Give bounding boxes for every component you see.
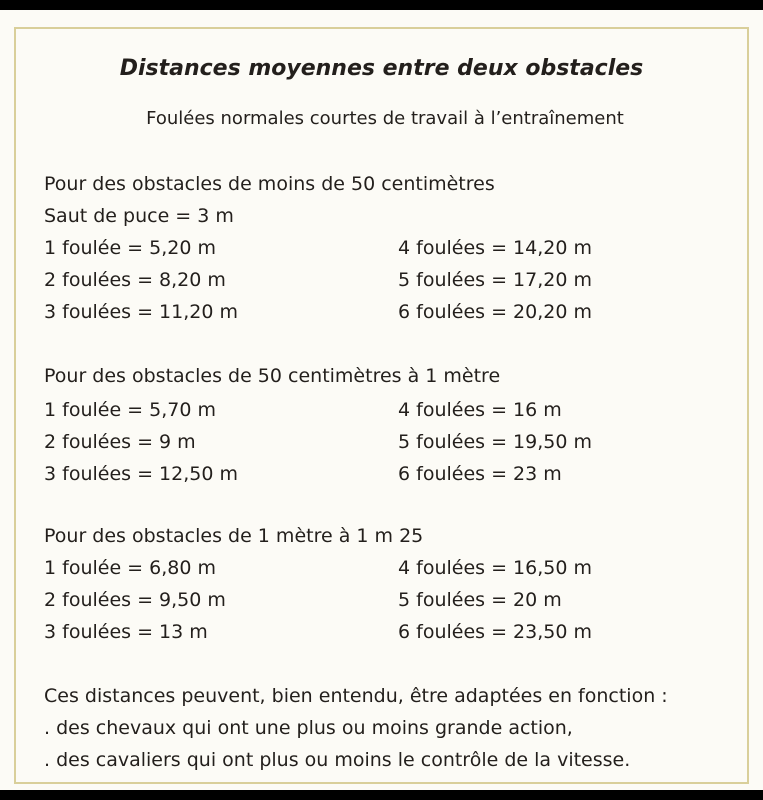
section-3-left-row-3: 3 foulées = 13 m bbox=[44, 621, 208, 643]
section-3-left-row-1: 1 foulée = 6,80 m bbox=[44, 557, 216, 579]
section-3-heading: Pour des obstacles de 1 mètre à 1 m 25 bbox=[44, 525, 424, 547]
section-1-right-row-3: 6 foulées = 20,20 m bbox=[398, 301, 592, 323]
section-1-left-row-2: 2 foulées = 8,20 m bbox=[44, 269, 226, 291]
document-subtitle: Foulées normales courtes de travail à l’entraînement bbox=[146, 108, 624, 129]
section-3-left-row-2: 2 foulées = 9,50 m bbox=[44, 589, 226, 611]
section-3-right-row-1: 4 foulées = 16,50 m bbox=[398, 557, 592, 579]
section-1-heading: Pour des obstacles de moins de 50 centimètres bbox=[44, 173, 495, 195]
section-1-extra: Saut de puce = 3 m bbox=[44, 205, 234, 227]
notes-intro: Ces distances peuvent, bien entendu, être adaptées en fonction : bbox=[44, 685, 668, 707]
section-2-left-row-1: 1 foulée = 5,70 m bbox=[44, 399, 216, 421]
section-3-right-row-3: 6 foulées = 23,50 m bbox=[398, 621, 592, 643]
section-3-right-row-2: 5 foulées = 20 m bbox=[398, 589, 562, 611]
section-1-right-row-2: 5 foulées = 17,20 m bbox=[398, 269, 592, 291]
section-1-left-row-3: 3 foulées = 11,20 m bbox=[44, 301, 238, 323]
section-2-right-row-1: 4 foulées = 16 m bbox=[398, 399, 562, 421]
document-title: Distances moyennes entre deux obstacles bbox=[119, 56, 644, 81]
section-1-left-row-1: 1 foulée = 5,20 m bbox=[44, 237, 216, 259]
section-2-right-row-2: 5 foulées = 19,50 m bbox=[398, 431, 592, 453]
section-2-left-row-3: 3 foulées = 12,50 m bbox=[44, 463, 238, 485]
section-2-left-row-2: 2 foulées = 9 m bbox=[44, 431, 196, 453]
document-page bbox=[0, 10, 763, 790]
section-1-right-row-1: 4 foulées = 14,20 m bbox=[398, 237, 592, 259]
notes-item-1: . des chevaux qui ont une plus ou moins grande action, bbox=[44, 717, 573, 739]
section-2-right-row-3: 6 foulées = 23 m bbox=[398, 463, 562, 485]
section-2-heading: Pour des obstacles de 50 centimètres à 1 mètre bbox=[44, 365, 501, 387]
notes-item-2: . des cavaliers qui ont plus ou moins le contrôle de la vitesse. bbox=[44, 749, 631, 771]
